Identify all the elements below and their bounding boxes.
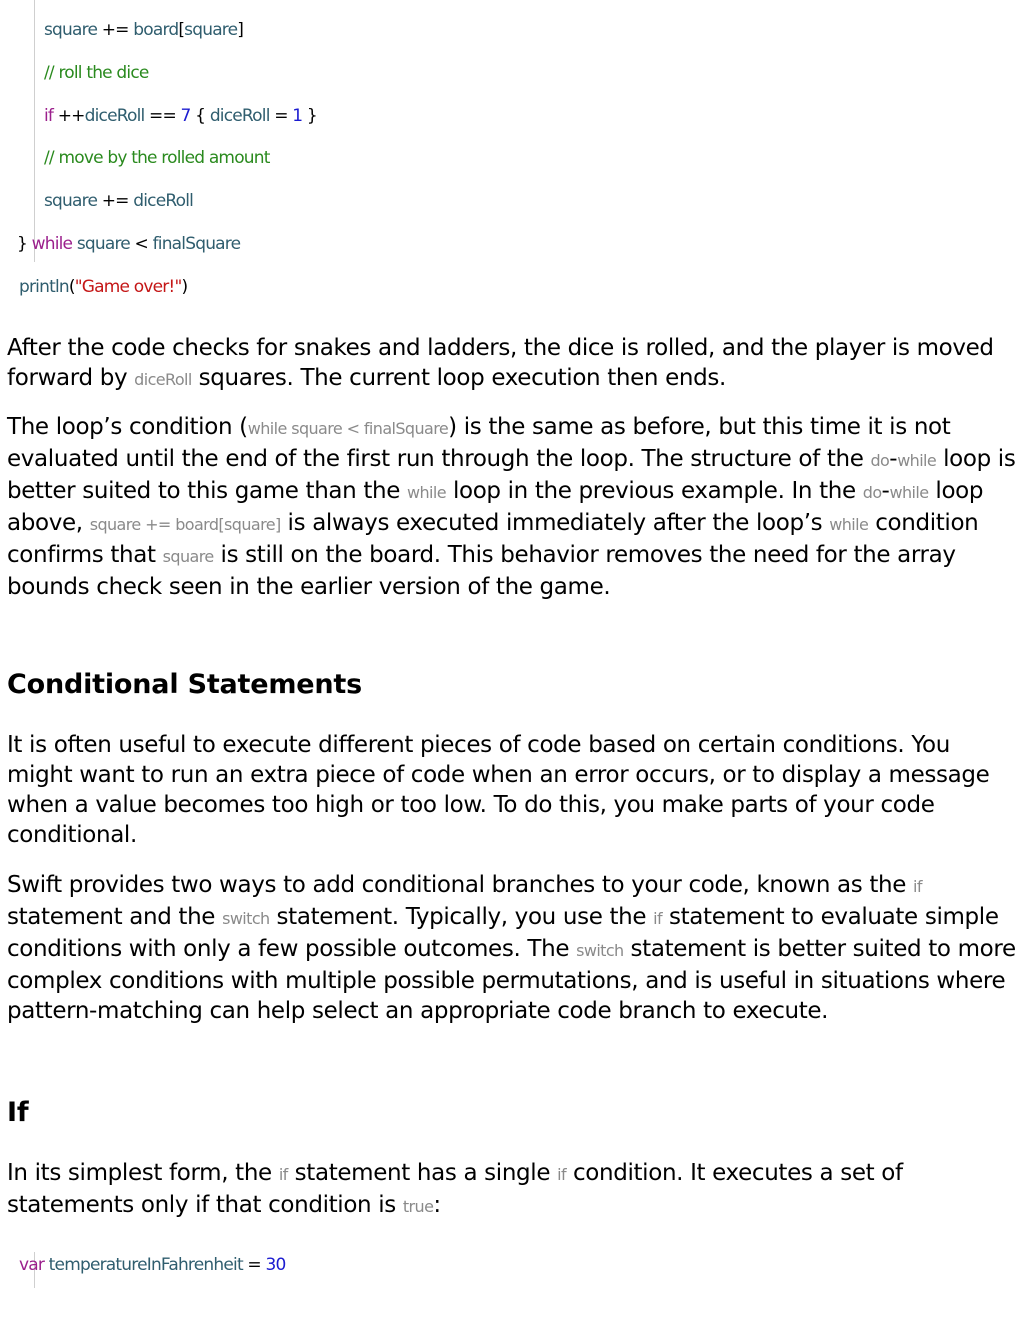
paragraph-loop-condition (7, 412, 1019, 602)
code-token: square (44, 20, 98, 40)
text-run: is always executed immediately after the loop’s (280, 510, 830, 536)
text-run: Swift provides two ways to add conditional branches to your code, known as the (7, 872, 914, 898)
inline-code: square (162, 547, 214, 566)
section-heading-conditional-statements: Conditional Statements (7, 669, 363, 700)
code-line (44, 106, 317, 126)
inline-code: true (402, 1197, 434, 1216)
code-token: = (269, 106, 293, 126)
text-run: squares. The current loop execution then ends. (191, 365, 726, 391)
inline-code: switch (576, 941, 624, 960)
inline-code: while square < finalSquare (247, 419, 449, 438)
inline-code: while (889, 483, 929, 502)
code-string: "Game over!" (74, 277, 182, 297)
code-block-do-while (0, 0, 1024, 310)
code-token: [ (178, 20, 185, 40)
code-token: } (17, 234, 32, 254)
text-run: condition confirms that (7, 510, 979, 568)
code-keyword: while (31, 234, 73, 254)
inline-code: while (897, 451, 937, 470)
code-gutter-line (34, 0, 35, 262)
code-line (44, 20, 243, 40)
code-token: board (133, 20, 179, 40)
code-keyword: var (19, 1255, 45, 1275)
code-token: diceRoll (133, 191, 194, 211)
code-keyword: if (44, 106, 54, 126)
text-run: In its simplest form, the (7, 1160, 279, 1186)
paragraph-conditional-intro (7, 730, 1019, 850)
inline-code: if (653, 909, 663, 928)
paragraph-if-simplest (7, 1158, 1019, 1222)
code-line (19, 277, 187, 297)
text-run: statement and the (7, 904, 223, 930)
code-token: < (129, 234, 153, 254)
code-line (17, 234, 240, 254)
paragraph-loop-ends (7, 333, 1019, 395)
code-number: 30 (265, 1255, 286, 1275)
code-token: square (72, 234, 130, 254)
text-run: The loop’s condition ( (7, 414, 248, 440)
code-comment: // move by the rolled amount (44, 148, 270, 168)
paragraph-if-switch (7, 870, 1019, 1026)
code-number: 7 (180, 106, 191, 126)
code-token: == (144, 106, 181, 126)
inline-code: do (870, 451, 890, 470)
text-run: It is often useful to execute different pieces of code based on certain conditions. You might want to run an extra piece of code when an error occurs, or to display a message when a value becomes too high or too low. To do this, you make parts of your code conditional. (7, 732, 990, 848)
code-token: += (97, 191, 134, 211)
text-run: : (433, 1192, 441, 1218)
text-run: loop in the previous example. In the (445, 478, 863, 504)
inline-code: do (862, 483, 882, 502)
inline-code: square += board[square] (89, 515, 281, 534)
code-token: finalSquare (152, 234, 241, 254)
text-run: statement to evaluate simple conditions with only a few possible outcomes. The (7, 904, 999, 962)
code-line (19, 1255, 286, 1275)
code-token: temperatureInFahrenheit (44, 1255, 243, 1275)
text-run: condition. It executes a set of statements only if that condition is (7, 1160, 903, 1218)
text-run: - (889, 446, 898, 472)
code-token: { (190, 106, 210, 126)
text-run: statement has a single (287, 1160, 558, 1186)
inline-code: if (278, 1165, 288, 1184)
code-token: diceRoll (84, 106, 145, 126)
text-run: statement. Typically, you use the (269, 904, 654, 930)
inline-code: switch (222, 909, 270, 928)
code-token: = (242, 1255, 266, 1275)
code-line (44, 191, 193, 211)
inline-code: if (557, 1165, 567, 1184)
code-token: ( (68, 277, 75, 297)
inline-code: while (829, 515, 869, 534)
code-comment: // roll the dice (44, 63, 149, 83)
code-number: 1 (292, 106, 303, 126)
code-line (44, 63, 149, 83)
inline-code: diceRoll (134, 370, 192, 389)
text-run: After the code checks for snakes and ladders, the dice is rolled, and the player is moved forward by (7, 335, 994, 391)
text-run: is still on the board. This behavior removes the need for the array bounds check seen in the earlier version of the game. (7, 542, 956, 600)
code-token: diceRoll (209, 106, 270, 126)
code-token: square (44, 191, 98, 211)
inline-code: if (913, 877, 922, 896)
code-token: += (97, 20, 134, 40)
code-token: } (302, 106, 317, 126)
code-token: ++ (53, 106, 85, 126)
code-token: ) (181, 277, 188, 297)
code-function: println (19, 277, 69, 297)
text-run: loop is better suited to this game than the (7, 446, 1016, 504)
text-run: statement is better suited to more complex conditions with multiple possible permutations, and is useful in situations where pattern-matching can help select an appropriate code branch to execute. (7, 936, 1016, 1024)
text-run: loop above, (7, 478, 984, 536)
code-token: square (184, 20, 238, 40)
code-token: ] (237, 20, 244, 40)
code-block-temperature (0, 1240, 1024, 1290)
section-heading-if: If (7, 1097, 29, 1128)
inline-code: while (407, 483, 446, 502)
code-line (44, 148, 270, 168)
text-run: - (881, 478, 890, 504)
text-run: ) is the same as before, but this time it is not evaluated until the end of the first run through the loop. The structure of the (7, 414, 951, 472)
